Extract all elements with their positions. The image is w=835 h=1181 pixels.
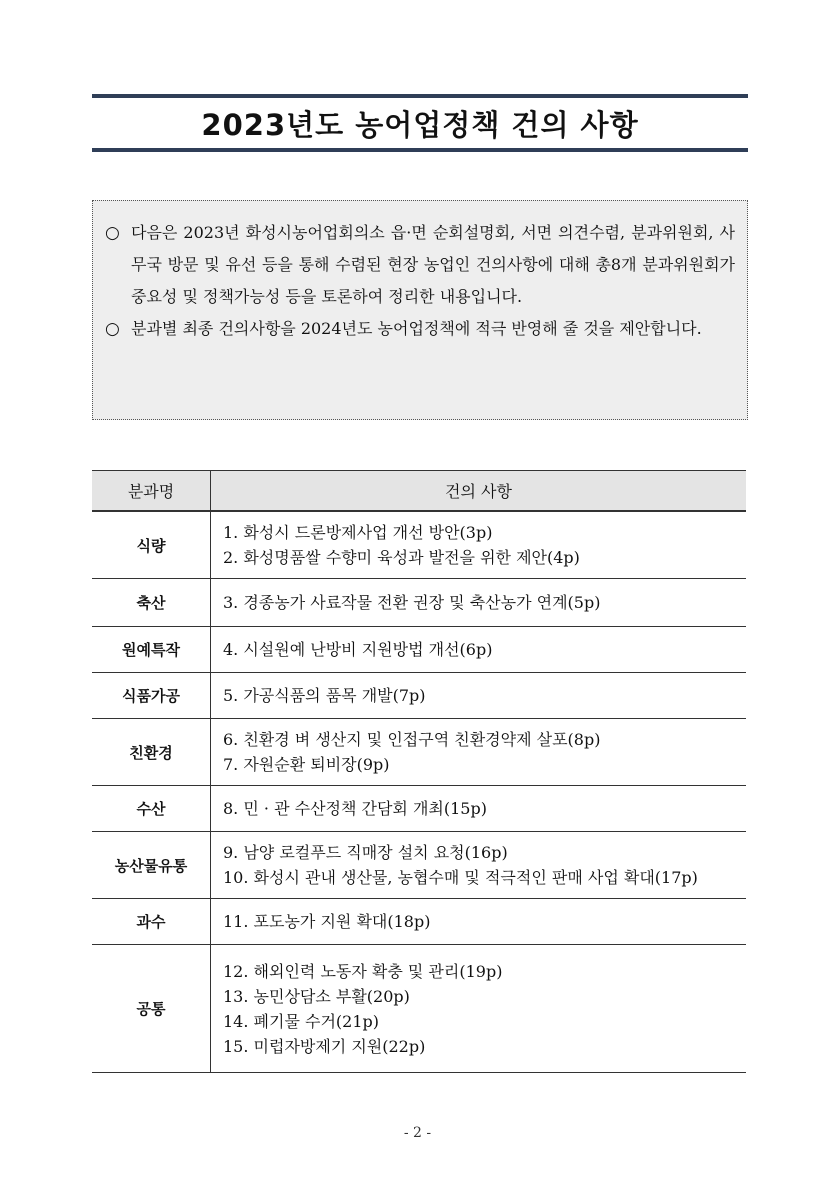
proposal-item: 12. 해외인력 노동자 확충 및 관리(19p) (223, 961, 503, 981)
division-name: 농산물유통 (92, 832, 211, 899)
notice-paragraph-1 (105, 217, 735, 313)
division-name: 식량 (92, 511, 211, 579)
proposal-item: 8. 민 · 관 수산정책 간담회 개최(15p) (223, 799, 487, 818)
division-name: 식품가공 (92, 673, 211, 719)
proposal-list (211, 899, 747, 945)
circle-bullet-icon: ○ (105, 319, 120, 339)
proposal-list (211, 786, 747, 832)
proposal-item: 13. 농민상담소 부활(20p) (223, 986, 410, 1006)
division-name: 수산 (92, 786, 211, 832)
page-title: 2023년도 농어업정책 건의 사항 (201, 107, 639, 142)
proposal-item: 15. 미럽자방제기 지원(22p) (223, 1036, 426, 1056)
proposals-table (92, 470, 746, 1073)
table-row (92, 579, 746, 627)
table-row (92, 899, 746, 945)
notice-text: 다음은 2023년 화성시농어업회의소 읍·면 순회설명회, 서면 의견수렴, 분과위원회, 사무국 방문 및 유선 등을 통해 수렴된 현장 농업인 건의사항에 대해 총8개 분과위원회가 중요성 및 정책가능성 등을 토론하여 정리한 내용입니다. (131, 223, 735, 306)
table-row (92, 511, 746, 579)
proposal-list (211, 579, 747, 627)
table-row (92, 832, 746, 899)
division-name: 친환경 (92, 719, 211, 786)
notice-box (92, 200, 748, 420)
proposal-item: 11. 포도농가 지원 확대(18p) (223, 912, 431, 931)
notice-text: 분과별 최종 건의사항을 2024년도 농어업정책에 적극 반영해 줄 것을 제안합니다. (131, 319, 702, 338)
table-header-row (92, 471, 746, 512)
proposal-item: 3. 경종농가 사료작물 전환 권장 및 축산농가 연계(5p) (223, 593, 601, 612)
proposal-list (211, 945, 747, 1073)
page-number: - 2 - (403, 1125, 432, 1141)
division-name: 원예특작 (92, 627, 211, 673)
proposal-list (211, 627, 747, 673)
table-row (92, 786, 746, 832)
proposal-item: 9. 남양 로컬푸드 직매장 설치 요청(16p) (223, 843, 508, 862)
header-proposals: 건의 사항 (211, 471, 747, 512)
notice-paragraph-2 (105, 313, 735, 345)
proposal-item: 2. 화성명품쌀 수향미 육성과 발전을 위한 제안(4p) (223, 548, 580, 567)
table-row (92, 673, 746, 719)
proposal-list (211, 719, 747, 786)
proposal-list (211, 511, 747, 579)
title-band (92, 94, 748, 152)
table-row (92, 719, 746, 786)
proposal-list (211, 673, 747, 719)
proposal-item: 6. 친환경 벼 생산지 및 인접구역 친환경약제 살포(8p) (223, 730, 601, 749)
proposal-item: 4. 시설원예 난방비 지원방법 개선(6p) (223, 640, 493, 659)
circle-bullet-icon: ○ (105, 223, 120, 243)
proposal-item: 1. 화성시 드론방제사업 개선 방안(3p) (223, 523, 493, 542)
proposal-item: 10. 화성시 관내 생산물, 농협수매 및 적극적인 판매 사업 확대(17p) (223, 868, 698, 887)
division-name: 공통 (92, 945, 211, 1073)
division-name: 축산 (92, 579, 211, 627)
proposal-item: 14. 폐기물 수거(21p) (223, 1011, 379, 1031)
proposal-item: 7. 자원순환 퇴비장(9p) (223, 755, 390, 774)
table-row (92, 945, 746, 1073)
proposal-list (211, 832, 747, 899)
table-row (92, 627, 746, 673)
header-division: 분과명 (92, 471, 211, 512)
division-name: 과수 (92, 899, 211, 945)
proposal-item: 5. 가공식품의 품목 개발(7p) (223, 686, 426, 705)
